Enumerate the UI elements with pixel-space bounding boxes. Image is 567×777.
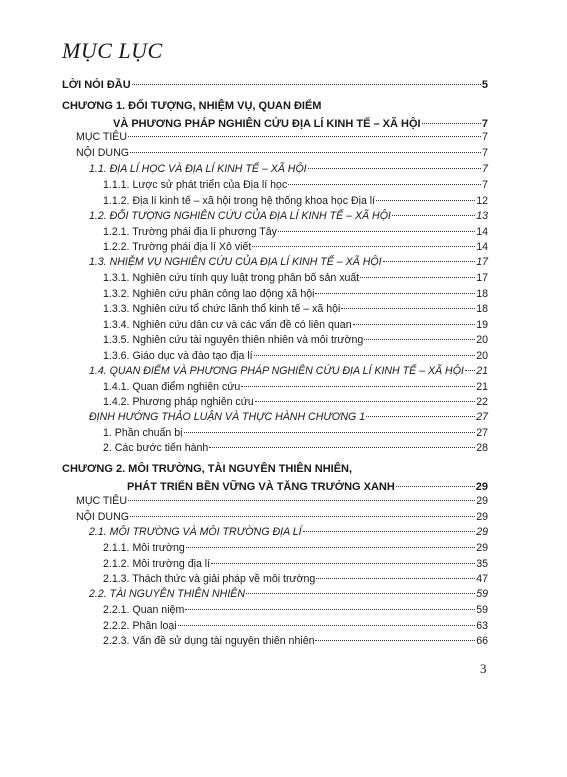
toc-entry-page: 21 <box>476 365 488 377</box>
toc-leader <box>315 640 475 641</box>
toc-leader <box>376 200 475 201</box>
toc-leader <box>341 308 475 309</box>
toc-entry-title: CHƯƠNG 1. ĐỐI TƯỢNG, NHIỆM VỤ, QUAN ĐIỂM <box>62 100 322 112</box>
toc-entry[interactable] <box>103 288 488 301</box>
toc-entry-title: 1.4.1. Quan điểm nghiên cứu <box>103 381 241 393</box>
toc-entry-title: 1.2.1. Trường phái địa lí phương Tây <box>103 226 277 238</box>
toc-entry-page: 20 <box>476 350 488 362</box>
page-number: 3 <box>480 661 487 676</box>
toc-entry-page: 7 <box>482 147 488 159</box>
toc-entry[interactable] <box>89 210 488 223</box>
toc-entry[interactable] <box>103 179 488 192</box>
toc-entry-page: 28 <box>476 442 488 454</box>
toc-entry-page: 14 <box>476 241 488 253</box>
toc-leader <box>315 293 475 294</box>
toc-entry-title: 1.2.2. Trường phái địa lí Xô viết <box>103 241 252 253</box>
toc-entry-title: 2. Các bước tiến hành <box>103 442 209 454</box>
toc-entry-page: 35 <box>476 558 488 570</box>
toc-leader <box>211 563 475 564</box>
toc-leader <box>209 447 475 448</box>
toc-entry-page: 59 <box>476 604 488 616</box>
toc-entry[interactable] <box>103 195 488 208</box>
toc-entry-title: CHƯƠNG 2. MÔI TRƯỜNG, TÀI NGUYÊN THIÊN NHIÊN, <box>62 463 353 475</box>
toc-entry-page: 18 <box>476 288 488 300</box>
toc-entry[interactable] <box>103 350 488 363</box>
toc-entry-title: 2.1.3. Thách thức và giải pháp về môi trường <box>103 573 316 585</box>
toc-entry-page: 29 <box>476 495 488 507</box>
toc-leader <box>254 355 476 356</box>
toc-entry-title: 1.4. QUAN ĐIỂM VÀ PHƯƠNG PHÁP NGHIÊN CỨU ĐỊA LÍ KINH TẾ – XÃ HỘI <box>89 365 464 377</box>
toc-leader <box>303 531 476 532</box>
toc-entry[interactable] <box>103 272 488 285</box>
toc-entry-title: 1.2. ĐỐI TƯỢNG NGHIÊN CỨU CỦA ĐỊA LÍ KINH TẾ – XÃ HỘI <box>89 210 391 222</box>
toc-entry-page: 29 <box>476 542 488 554</box>
toc-entry[interactable] <box>103 241 488 254</box>
toc-entry-title: 1.3.5. Nghiên cứu tài nguyên thiên nhiên và môi trường <box>103 334 364 346</box>
toc-entry-page: 59 <box>476 588 488 600</box>
toc-entry[interactable] <box>89 588 488 601</box>
toc-leader <box>288 184 481 185</box>
toc-entry-page: 17 <box>476 256 488 268</box>
toc-entry-title: 2.2.2. Phân loại <box>103 620 177 632</box>
toc-entry-page: 20 <box>476 334 488 346</box>
toc-entry[interactable] <box>76 511 488 524</box>
toc-entry-title: NỘI DUNG <box>76 147 129 159</box>
toc-entry-page: 7 <box>482 131 488 143</box>
toc-leader <box>360 277 475 278</box>
toc-leader <box>366 416 475 417</box>
toc-entry-page: 27 <box>476 427 488 439</box>
toc-entry[interactable] <box>89 411 488 424</box>
toc-entry[interactable] <box>76 131 488 144</box>
toc-leader <box>364 339 475 340</box>
toc-leader <box>130 516 475 517</box>
toc-leader <box>184 432 476 433</box>
toc-entry-title: MỤC TIÊU <box>76 495 128 507</box>
toc-entry[interactable] <box>103 303 488 316</box>
toc-leader <box>465 370 475 371</box>
toc-entry-page: 7 <box>482 179 488 191</box>
toc-entry-title: NỘI DUNG <box>76 511 129 523</box>
toc-chapter-heading[interactable] <box>62 100 321 113</box>
toc-entry-page: 13 <box>476 210 488 222</box>
toc-entry-page: 47 <box>476 573 488 585</box>
toc-entry[interactable] <box>62 79 488 92</box>
toc-entry-title: 1.1. ĐỊA LÍ HỌC VÀ ĐỊA LÍ KINH TẾ – XÃ HỘI <box>89 163 307 175</box>
toc-entry-page: 5 <box>481 79 488 91</box>
toc-entry[interactable] <box>103 427 488 440</box>
toc-entry-title: 2.1.2. Môi trường địa lí <box>103 558 211 570</box>
toc-leader <box>252 246 475 247</box>
toc-entry-page: 7 <box>481 118 488 130</box>
toc-entry[interactable] <box>103 381 488 394</box>
toc-entry-title: 1.3.1. Nghiên cứu tính quy luật trong phân bố sản xuất <box>103 272 360 284</box>
toc-entry[interactable] <box>103 442 488 455</box>
toc-entry-title: 1.3. NHIỆM VỤ NGHIÊN CỨU CỦA ĐỊA LÍ KINH TẾ – XÃ HỘI <box>89 256 382 268</box>
toc-entry-title: 1.4.2. Phương pháp nghiên cứu <box>103 396 254 408</box>
toc-entry-title: 1.1.1. Lược sử phát triển của Địa lí học <box>103 179 288 191</box>
toc-entry[interactable] <box>89 256 488 269</box>
toc-entry-title: 2.2. TÀI NGUYÊN THIÊN NHIÊN <box>89 588 245 600</box>
toc-entry-page: 22 <box>476 396 488 408</box>
toc-entry[interactable] <box>89 365 488 378</box>
toc-entry[interactable] <box>103 334 488 347</box>
toc-entry[interactable] <box>103 620 488 633</box>
toc-entry-title: 2.2.1. Quan niệm <box>103 604 185 616</box>
toc-entry[interactable] <box>103 396 488 409</box>
toc-entry[interactable] <box>89 163 488 176</box>
toc-leader <box>383 261 476 262</box>
toc-leader <box>422 123 481 124</box>
toc-leader <box>130 152 481 153</box>
toc-entry[interactable] <box>103 542 488 555</box>
toc-entry[interactable] <box>103 226 488 239</box>
toc-entry-title: 1. Phần chuẩn bị <box>103 427 183 439</box>
toc-leader <box>132 84 481 85</box>
toc-entry[interactable] <box>76 147 488 160</box>
toc-entry[interactable] <box>127 481 488 494</box>
toc-entry-page: 17 <box>476 272 488 284</box>
toc-leader <box>308 168 481 169</box>
toc-entry-title: 2.1.1. Môi trường <box>103 542 185 554</box>
toc-entry[interactable] <box>103 635 488 648</box>
toc-entry-page: 27 <box>476 411 488 423</box>
toc-leader <box>185 609 475 610</box>
toc-entry-title: VÀ PHƯƠNG PHÁP NGHIÊN CỨU ĐỊA LÍ KINH TẾ – XÃ HỘI <box>113 118 421 130</box>
toc-entry-title: 1.3.6. Giáo dục và đào tạo địa lí <box>103 350 253 362</box>
toc-entry-title: ĐỊNH HƯỚNG THẢO LUẬN VÀ THỰC HÀNH CHƯƠNG 1 <box>89 411 366 423</box>
toc-entry[interactable] <box>103 319 488 332</box>
toc-entry-title: LỜI NÓI ĐẦU <box>62 79 131 91</box>
toc-entry[interactable] <box>89 526 488 539</box>
toc-chapter-heading[interactable] <box>62 463 352 476</box>
toc-entry-title: 1.1.2. Địa lí kinh tế – xã hội trong hệ thống khoa học Địa lí <box>103 195 376 207</box>
page-title: MỤC LỤC <box>62 38 163 63</box>
toc-entry-page: 7 <box>482 163 488 175</box>
toc-entry-page: 18 <box>476 303 488 315</box>
toc-entry-page: 29 <box>476 511 488 523</box>
toc-leader <box>246 593 475 594</box>
toc-entry[interactable] <box>103 573 488 586</box>
toc-entry-title: 2.1. MÔI TRƯỜNG VÀ MÔI TRƯỜNG ĐỊA LÍ <box>89 526 302 538</box>
toc-leader <box>186 547 475 548</box>
toc-leader <box>278 231 475 232</box>
toc-leader <box>128 500 475 501</box>
toc-entry-title: 2.2.3. Vấn đề sử dụng tài nguyên thiên nhiên <box>103 635 315 647</box>
toc-entry-title: 1.3.4. Nghiên cứu dân cư và các vấn đề có liên quan <box>103 319 352 331</box>
toc-entry-page: 29 <box>475 481 488 493</box>
toc-leader <box>316 578 475 579</box>
toc-entry[interactable] <box>103 558 488 571</box>
toc-entry-title: 1.3.2. Nghiên cứu phân công lao động xã hội <box>103 288 315 300</box>
toc-leader <box>178 625 476 626</box>
toc-entry-title: 1.3.3. Nghiên cứu tổ chức lãnh thổ kinh tế – xã hội <box>103 303 341 315</box>
toc-entry-page: 66 <box>476 635 488 647</box>
toc-entry-title: PHÁT TRIỂN BỀN VỮNG VÀ TĂNG TRƯỞNG XANH <box>127 481 395 493</box>
toc-entry-title: MỤC TIÊU <box>76 131 128 143</box>
toc-leader <box>255 401 475 402</box>
toc-entry-page: 63 <box>476 620 488 632</box>
toc-leader <box>241 386 475 387</box>
toc-leader <box>392 215 475 216</box>
toc-entry[interactable] <box>76 495 488 508</box>
toc-entry-page: 12 <box>476 195 488 207</box>
toc-entry-page: 14 <box>476 226 488 238</box>
toc-entry-page: 19 <box>476 319 488 331</box>
toc-entry[interactable] <box>103 604 488 617</box>
toc-entry[interactable] <box>113 118 488 131</box>
toc-entry-page: 29 <box>476 526 488 538</box>
toc-entry-page: 21 <box>476 381 488 393</box>
toc-leader <box>396 486 475 487</box>
toc-leader <box>128 136 481 137</box>
toc-leader <box>353 324 476 325</box>
